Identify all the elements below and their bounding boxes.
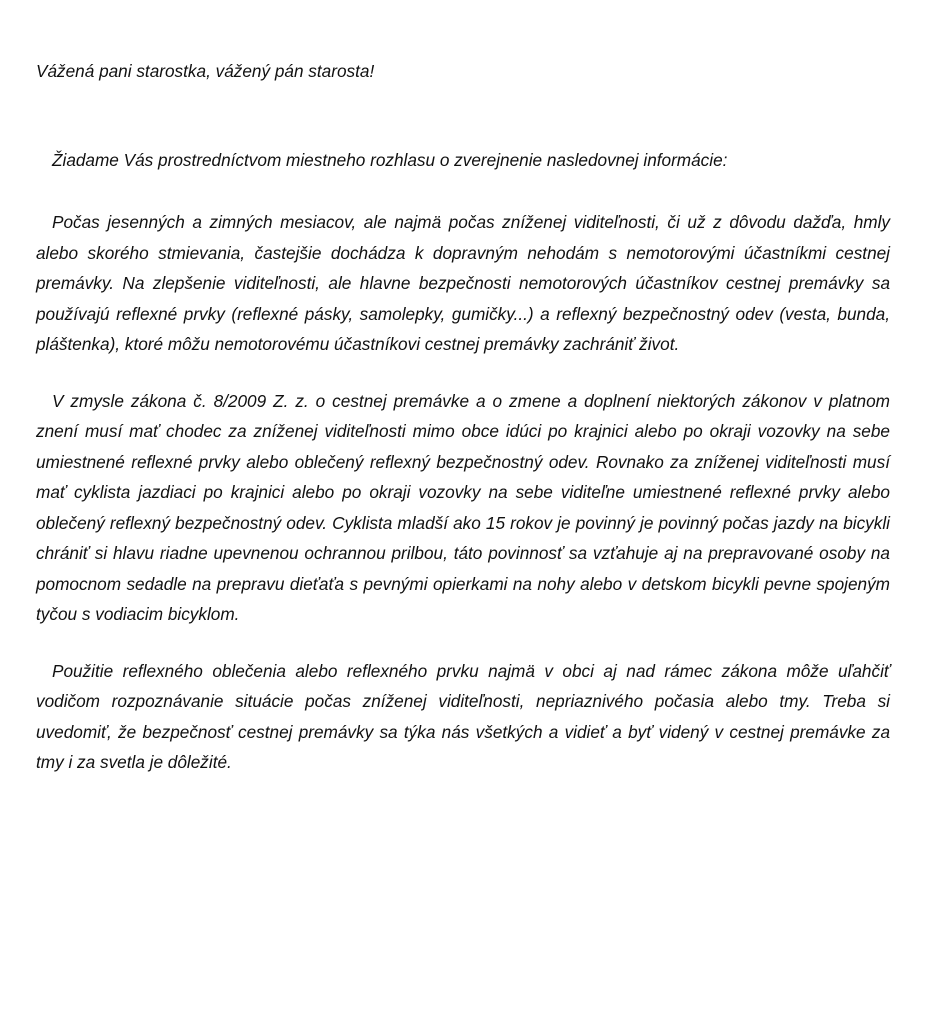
body-paragraph-3: Použitie reflexného oblečenia alebo reflexného prvku najmä v obci aj nad rámec zákona môže uľahčiť vodičom rozpoznávanie situácie počas zníženej viditeľnosti, nepriaznivého počasia alebo tmy. Treba si uvedomiť, že bezpečnosť cestnej premávky sa týka nás všetkých a vidieť a byť videný v cestnej premávke za tmy i za svetla je dôležité. <box>36 660 890 772</box>
request-paragraph: Žiadame Vás prostredníctvom miestneho rozhlasu o zverejnenie nasledovnej informácie: <box>52 149 728 170</box>
document-body <box>36 56 890 778</box>
body-paragraph-2: V zmysle zákona č. 8/2009 Z. z. o cestnej premávke a o zmene a doplnení niektorých zákonov v platnom znení musí mať chodec za zníženej viditeľnosti mimo obce idúci po krajnici alebo po okraji vozovky na sebe umiestnené reflexné prvky alebo oblečený reflexný bezpečnostný odev. Rovnako za zníženej viditeľnosti musí mať cyklista jazdiaci po krajnici alebo po okraji vozovky na sebe viditeľne umiestnené reflexné prvky alebo oblečený reflexný bezpečnostný odev. Cyklista mladší ako 15 rokov je povinný je povinný počas jazdy na bicykli chrániť si hlavu riadne upevnenou ochrannou prilbou, táto povinnosť sa vzťahuje aj na prepravované osoby na pomocnom sedadle na prepravu dieťaťa s pevnými opierkami na nohy alebo v detskom bicykli pevne spojeným tyčou s vodiacim bicyklom. <box>36 390 890 624</box>
body-paragraph-1: Počas jesenných a zimných mesiacov, ale najmä počas zníženej viditeľnosti, či už z dôvodu dažďa, hmly alebo skorého stmievania, častejšie dochádza k dopravným nehodám s nemotorovými účastníkmi cestnej premávky. Na zlepšenie viditeľnosti, ale hlavne bezpečnosti nemotorových účastníkov cestnej premávky sa používajú reflexné prvky (reflexné pásky, samolepky, gumičky...) a reflexný bezpečnostný odev (vesta, bunda, pláštenka), ktoré môžu nemotorovému účastníkovi cestnej premávky zachrániť život. <box>36 212 890 354</box>
salutation-paragraph: Vážená pani starostka, vážený pán starosta! <box>36 61 375 81</box>
